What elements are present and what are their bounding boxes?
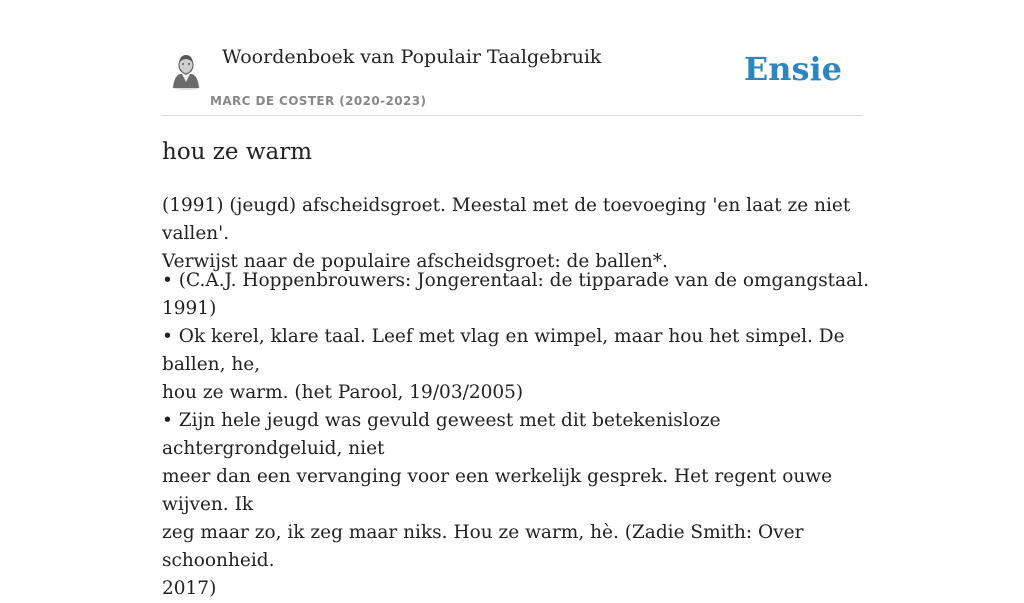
quote-line: 2017)	[162, 578, 217, 599]
definition-line: (1991) (jeugd) afscheidsgroet. Meestal met de toevoeging 'en laat ze niet vallen'.	[162, 195, 851, 244]
entry-title: hou ze warm	[162, 139, 313, 165]
entry-quotes	[162, 267, 882, 603]
dictionary-title[interactable]: Woordenboek van Populair Taalgebruik	[222, 46, 602, 68]
brand-logo[interactable]: Ensie	[743, 50, 842, 88]
author-name[interactable]: MARC DE COSTER (2020-2023)	[210, 94, 427, 108]
quote-line: zeg maar zo, ik zeg maar niks. Hou ze warm, hè. (Zadie Smith: Over schoonheid.	[162, 522, 804, 571]
quote-line: • (C.A.J. Hoppenbrouwers: Jongerentaal: de tipparade van de omgangstaal. 1991)	[162, 270, 869, 319]
entry-definition	[162, 192, 882, 276]
author-portrait-icon	[170, 52, 202, 90]
quote-line: • Zijn hele jeugd was gevuld geweest met dit betekenisloze achtergrondgeluid, niet	[162, 410, 721, 459]
quote-line: meer dan een vervanging voor een werkelijk gesprek. Het regent ouwe wijven. Ik	[162, 466, 833, 515]
quote-line: • Ok kerel, klare taal. Leef met vlag en wimpel, maar hou het simpel. De ballen, he,	[162, 326, 845, 375]
header	[162, 40, 862, 116]
definition-line: Verwijst naar de populaire afscheidsgroet: de ballen*.	[162, 251, 668, 272]
quote-line: hou ze warm. (het Parool, 19/03/2005)	[162, 382, 524, 403]
